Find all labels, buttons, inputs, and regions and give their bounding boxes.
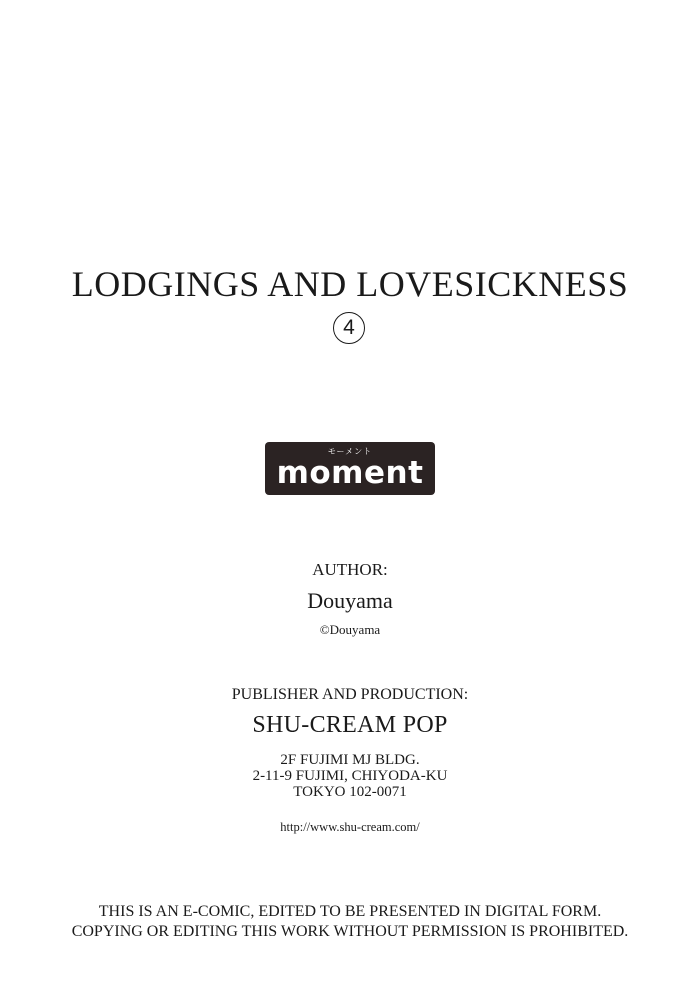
publisher-label: PUBLISHER AND PRODUCTION: xyxy=(231,686,469,703)
author-label: AUTHOR: xyxy=(312,560,388,579)
address-line: TOKYO 102-0071 xyxy=(293,784,407,800)
publisher-name: SHU-CREAM POP xyxy=(252,712,448,738)
logo-ruby-text: モーメント xyxy=(327,447,373,456)
publisher-url: http://www.shu-cream.com/ xyxy=(280,820,420,834)
author-name: Douyama xyxy=(307,588,393,613)
volume-number-badge: 4 xyxy=(333,312,365,344)
address-line: 2-11-9 FUJIMI, CHIYODA-KU xyxy=(252,768,448,784)
moment-logo xyxy=(265,442,435,495)
address-line: 2F FUJIMI MJ BLDG. xyxy=(280,752,420,768)
copyright-notice: ©Douyama xyxy=(319,622,381,637)
logo-text: moment xyxy=(276,455,424,491)
legal-notice-line: THIS IS AN E-COMIC, EDITED TO BE PRESENTED IN DIGITAL FORM. xyxy=(98,903,602,920)
book-title: LODGINGS AND LOVESICKNESS xyxy=(71,264,629,304)
legal-notice-line: COPYING OR EDITING THIS WORK WITHOUT PERMISSION IS PROHIBITED. xyxy=(71,923,629,940)
